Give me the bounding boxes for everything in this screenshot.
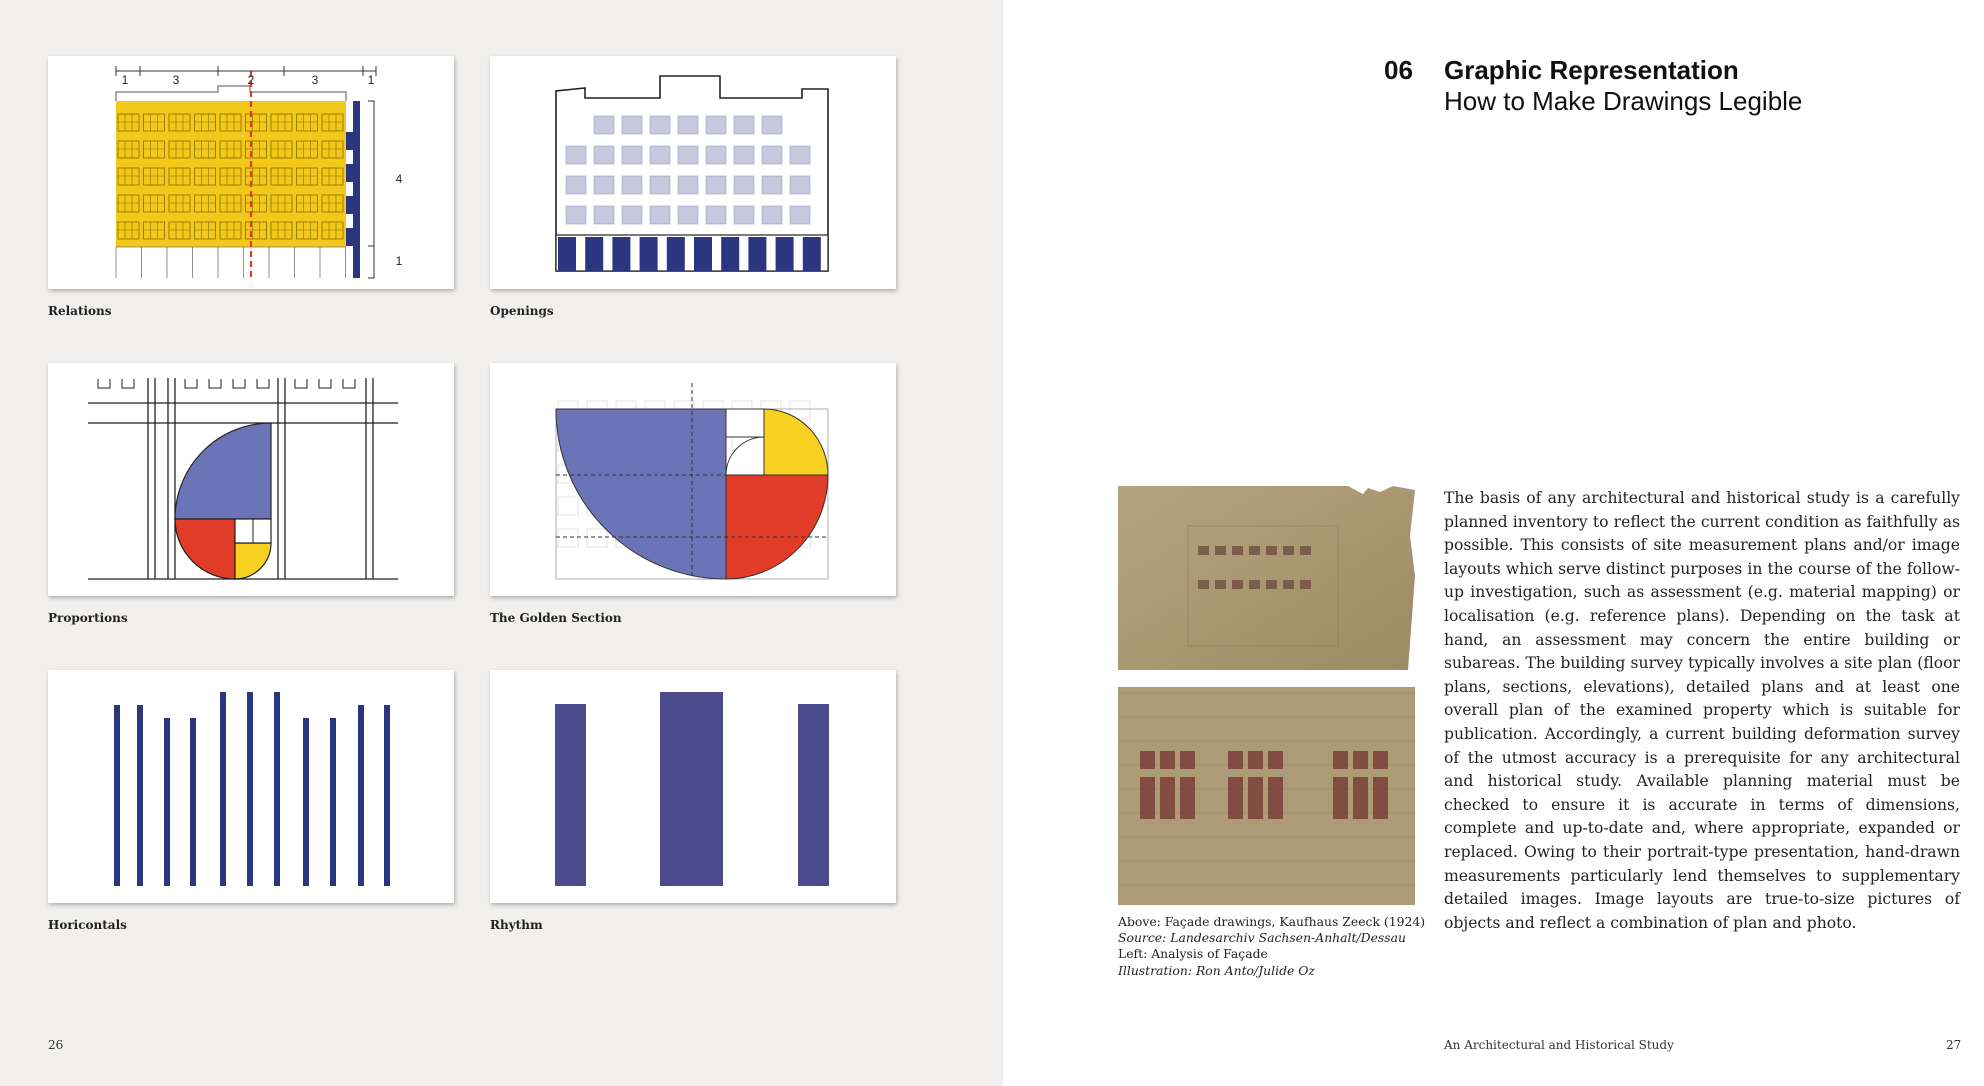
- page-number: 26: [48, 1038, 64, 1052]
- figure-caption: Horicontals: [48, 918, 127, 932]
- photo-caption-credit: Illustration: Ron Anto/Julide Oz: [1118, 962, 1315, 978]
- figure-caption: Relations: [48, 304, 112, 318]
- openings-drawing: [490, 56, 896, 289]
- photo-caption: [1118, 914, 1425, 979]
- openings-figure: [490, 56, 896, 289]
- golden-section-drawing: [490, 363, 896, 596]
- dimension-label: 2: [247, 73, 255, 87]
- rhythm-drawing: [490, 670, 896, 903]
- dimension-label: 1: [121, 73, 129, 87]
- figure-caption: The Golden Section: [490, 611, 622, 625]
- golden-section-figure: [490, 363, 896, 596]
- proportions-drawing: [48, 363, 454, 596]
- dimension-label: 1: [367, 73, 375, 87]
- archive-photo-top: [1118, 486, 1415, 670]
- relations-figure: [48, 56, 454, 289]
- photo-caption-source: Source: Landesarchiv Sachsen-Anhalt/Dessau: [1118, 930, 1407, 946]
- page-number: 27: [1946, 1038, 1962, 1052]
- running-footer: An Architectural and Historical Study: [1444, 1038, 1674, 1052]
- figure-caption: Openings: [490, 304, 554, 318]
- relations-drawing: [48, 56, 454, 289]
- dimension-label: 3: [311, 73, 319, 87]
- dimension-label: 4: [395, 172, 403, 186]
- chapter-title: Graphic Representation: [1444, 55, 1739, 85]
- dimension-label: 3: [172, 73, 180, 87]
- chapter-subtitle: How to Make Drawings Legible: [1444, 86, 1803, 116]
- dimension-label: 1: [395, 254, 403, 268]
- horicontals-figure: [48, 670, 454, 903]
- figure-caption: Proportions: [48, 611, 128, 625]
- rhythm-figure: [490, 670, 896, 903]
- archive-photo-bottom: [1118, 687, 1415, 905]
- body-paragraph: The basis of any architectural and historical study is a carefully planned inventory to reflect the current condition as faithfully as possible. This consists of site measurement plans and/or image layouts which serve distinct purposes in the course of the follow-up investigation, such as assessment (e.g. material mapping) or localisation (e.g. reference plans). Depending on the task at hand, an assessment may concern the entire building or subareas. The building survey typically involves a site plan (floor plans, sections, elevations), detailed plans and at least one overall plan of the examined property which is suitable for publication. Accordingly, a current building deformation survey of the utmost accuracy is a prerequisite for any architectural and historical study. Available planning material must be checked to ensure it is accurate in terms of dimensions, complete and up-to-date and, where appropriate, expanded or replaced. Owing to their portrait-type presentation, hand-drawn measurements particularly lend themselves to supplementary detailed images. Image layouts are true-to-size pictures of objects and reflect a combination of plan and photo.: [1444, 489, 1960, 932]
- photo-caption-line: Left: Analysis of Façade: [1118, 946, 1268, 962]
- chapter-number: 06: [1384, 55, 1413, 85]
- proportions-figure: [48, 363, 454, 596]
- figure-caption: Rhythm: [490, 918, 543, 932]
- photo-caption-line: Above: Façade drawings, Kaufhaus Zeeck (1924): [1118, 914, 1426, 929]
- horicontals-drawing: [48, 670, 454, 903]
